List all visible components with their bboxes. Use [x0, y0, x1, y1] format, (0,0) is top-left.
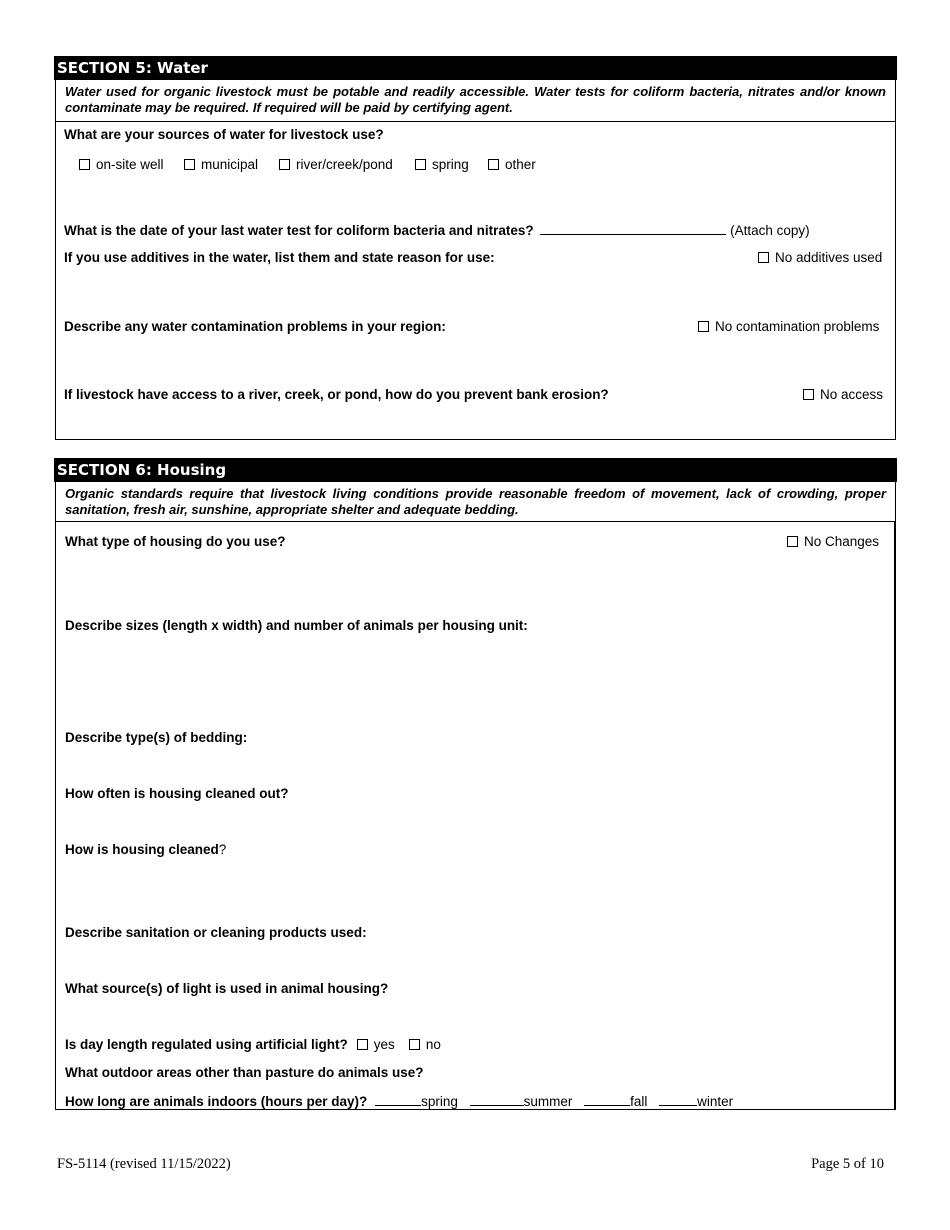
no-changes-checkbox[interactable]: [787, 536, 798, 547]
no-access-option[interactable]: No access: [803, 387, 883, 402]
day-length-no-checkbox[interactable]: [409, 1039, 420, 1050]
spring-checkbox[interactable]: [415, 159, 426, 170]
section-6-header: SECTION 6: Housing: [54, 458, 897, 482]
cleaned-out-question: How often is housing cleaned out?: [65, 786, 289, 801]
fall-hours-field[interactable]: [584, 1093, 630, 1106]
water-sources-question: What are your sources of water for livestock use?: [64, 127, 384, 142]
light-source-question: What source(s) of light is used in animal housing?: [65, 981, 389, 996]
source-river-option[interactable]: river/creek/pond: [279, 157, 393, 172]
no-contamination-checkbox[interactable]: [698, 321, 709, 332]
test-date-field[interactable]: [540, 222, 726, 235]
bank-erosion-question: If livestock have access to a river, creek, or pond, how do you prevent bank erosion?: [64, 387, 609, 402]
winter-hours-field[interactable]: [659, 1093, 697, 1106]
no-additives-option[interactable]: No additives used: [758, 250, 882, 265]
no-additives-checkbox[interactable]: [758, 252, 769, 263]
housing-sizes-question: Describe sizes (length x width) and number of animals per housing unit:: [65, 618, 528, 633]
bedding-question: Describe type(s) of bedding:: [65, 730, 248, 745]
additives-question: If you use additives in the water, list them and state reason for use:: [64, 250, 495, 265]
no-changes-option[interactable]: No Changes: [787, 534, 879, 549]
summer-hours-field[interactable]: [470, 1093, 524, 1106]
day-length-question: Is day length regulated using artificial light? yes no: [65, 1037, 441, 1052]
housing-type-question: What type of housing do you use?: [65, 534, 286, 549]
page-number: Page 5 of 10: [811, 1156, 884, 1172]
day-length-yes-checkbox[interactable]: [357, 1039, 368, 1050]
source-other-option[interactable]: other: [488, 157, 536, 172]
sanitation-products-question: Describe sanitation or cleaning products used:: [65, 925, 367, 940]
spring-hours-field[interactable]: [375, 1093, 421, 1106]
section-6-intro: Organic standards require that livestock living conditions provide reasonable freedom of movement, lack of crowding, proper sanitation, fresh air, sunshine, appropriate shelter and adequate bedding.: [55, 482, 896, 522]
no-contamination-option[interactable]: No contamination problems: [698, 319, 879, 334]
source-spring-option[interactable]: spring: [415, 157, 469, 172]
indoor-hours-question: How long are animals indoors (hours per day)? spring summer fall winter: [65, 1094, 734, 1109]
river-creek-pond-checkbox[interactable]: [279, 159, 290, 170]
section-5-intro: Water used for organic livestock must be potable and readily accessible. Water tests for coliform bacteria, nitrates and/or known contaminate may be required. If required will be paid by certifying agent.: [55, 80, 896, 122]
onsite-well-checkbox[interactable]: [79, 159, 90, 170]
water-test-date-question: What is the date of your last water test for coliform bacteria and nitrates? (Attach copy): [64, 223, 810, 238]
no-access-checkbox[interactable]: [803, 389, 814, 400]
how-cleaned-question: How is housing cleaned?: [65, 842, 227, 857]
outdoor-areas-question: What outdoor areas other than pasture do animals use?: [65, 1065, 424, 1080]
form-id: FS-5114 (revised 11/15/2022): [57, 1156, 231, 1172]
source-onsite-well-option[interactable]: on-site well: [79, 157, 164, 172]
other-checkbox[interactable]: [488, 159, 499, 170]
section-5-header: SECTION 5: Water: [54, 56, 897, 80]
municipal-checkbox[interactable]: [184, 159, 195, 170]
contamination-question: Describe any water contamination problems in your region:: [64, 319, 446, 334]
section-6-box: [55, 521, 896, 1110]
source-municipal-option[interactable]: municipal: [184, 157, 258, 172]
